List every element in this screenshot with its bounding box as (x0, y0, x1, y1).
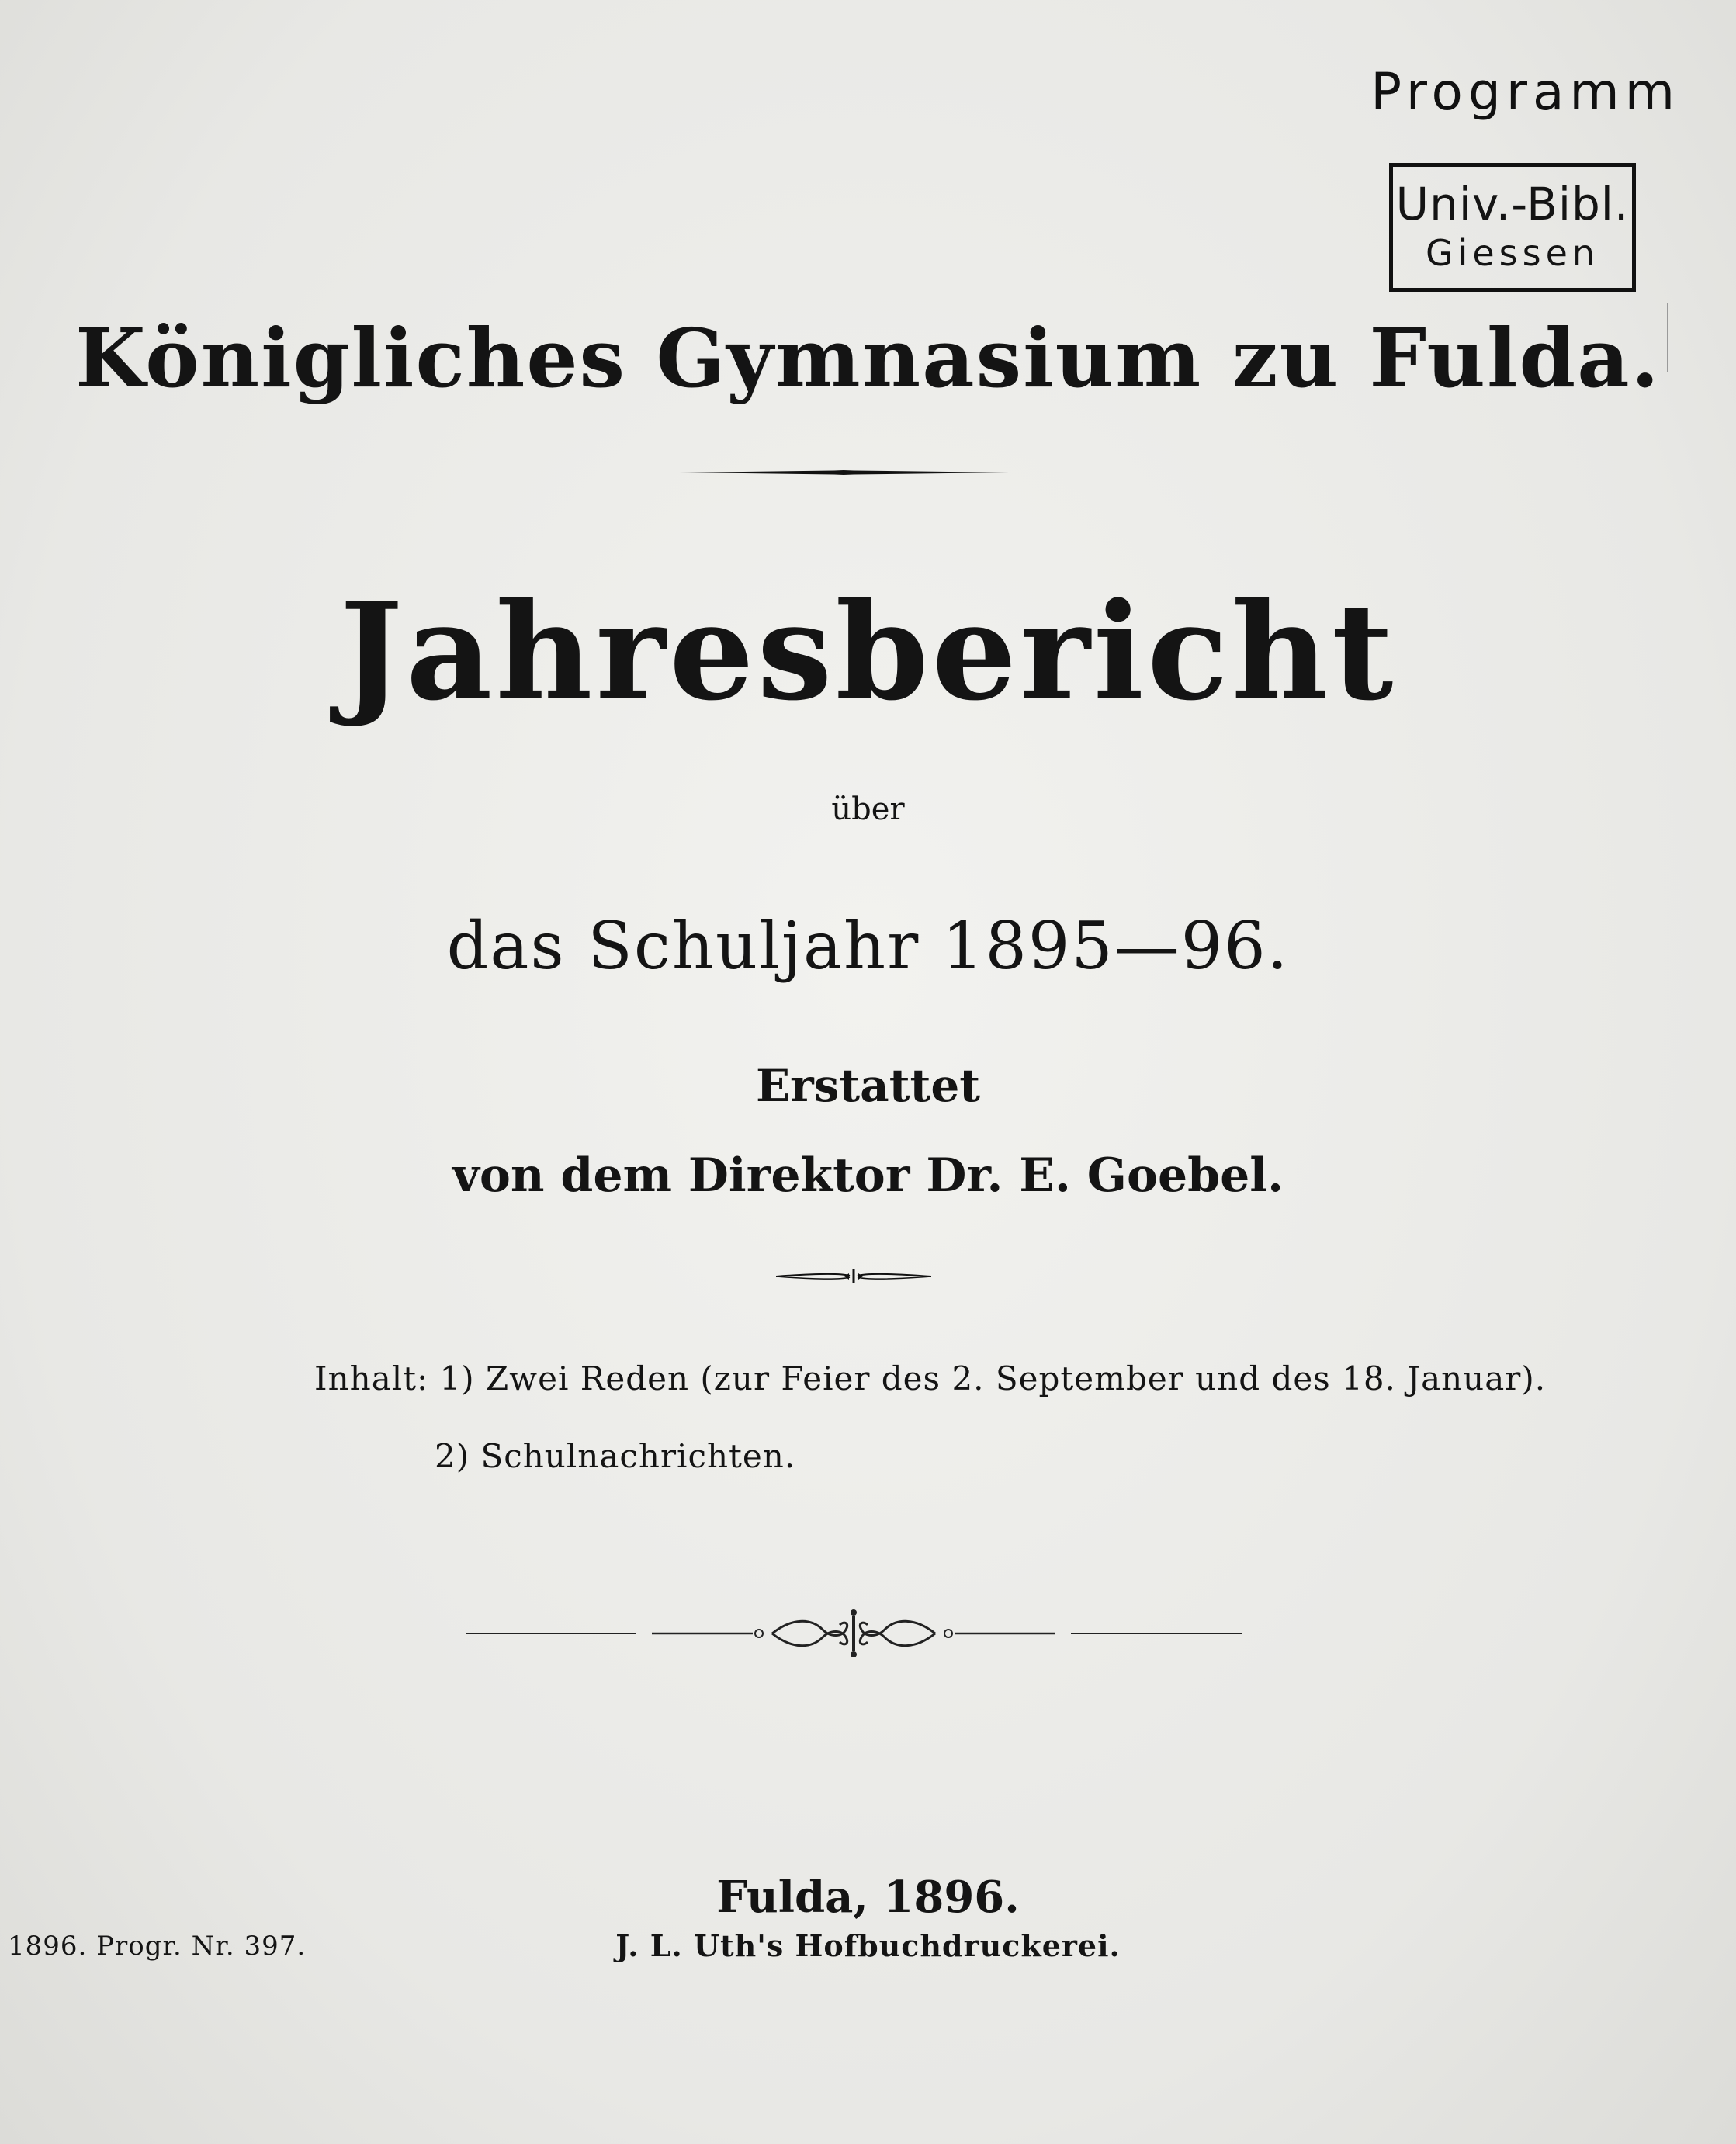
program-number: 1896. Progr. Nr. 397. (8, 1931, 307, 1962)
printer-line: J. L. Uth's Hofbuchdruckerei. (615, 1928, 1121, 1963)
submitted-label: Erstattet (755, 1059, 981, 1112)
ornamental-rule-top (679, 470, 1009, 475)
document-title: Jahresbericht (339, 573, 1397, 730)
director-line: von dem Direktor Dr. E. Goebel. (452, 1148, 1284, 1203)
stamp-line-2: Giessen (1425, 232, 1600, 274)
corner-label: Programm (1370, 62, 1680, 122)
institution-heading: Königliches Gymnasium zu Fulda. (75, 310, 1661, 406)
contents-line-1: Inhalt: 1) Zwei Reden (zur Feier des 2. September und des 18. Januar). (314, 1359, 1547, 1398)
contents-line-2: 2) Schulnachrichten. (435, 1437, 796, 1475)
library-stamp (1389, 163, 1636, 292)
ornamental-divider-small (776, 1265, 931, 1288)
ornamental-divider-wide (466, 1606, 1242, 1661)
school-year-line: das Schuljahr 1895—96. (446, 908, 1290, 984)
preposition-text: über (831, 791, 905, 827)
place-year: Fulda, 1896. (716, 1872, 1020, 1923)
stamp-line-1: Univ.-Bibl. (1395, 178, 1630, 230)
